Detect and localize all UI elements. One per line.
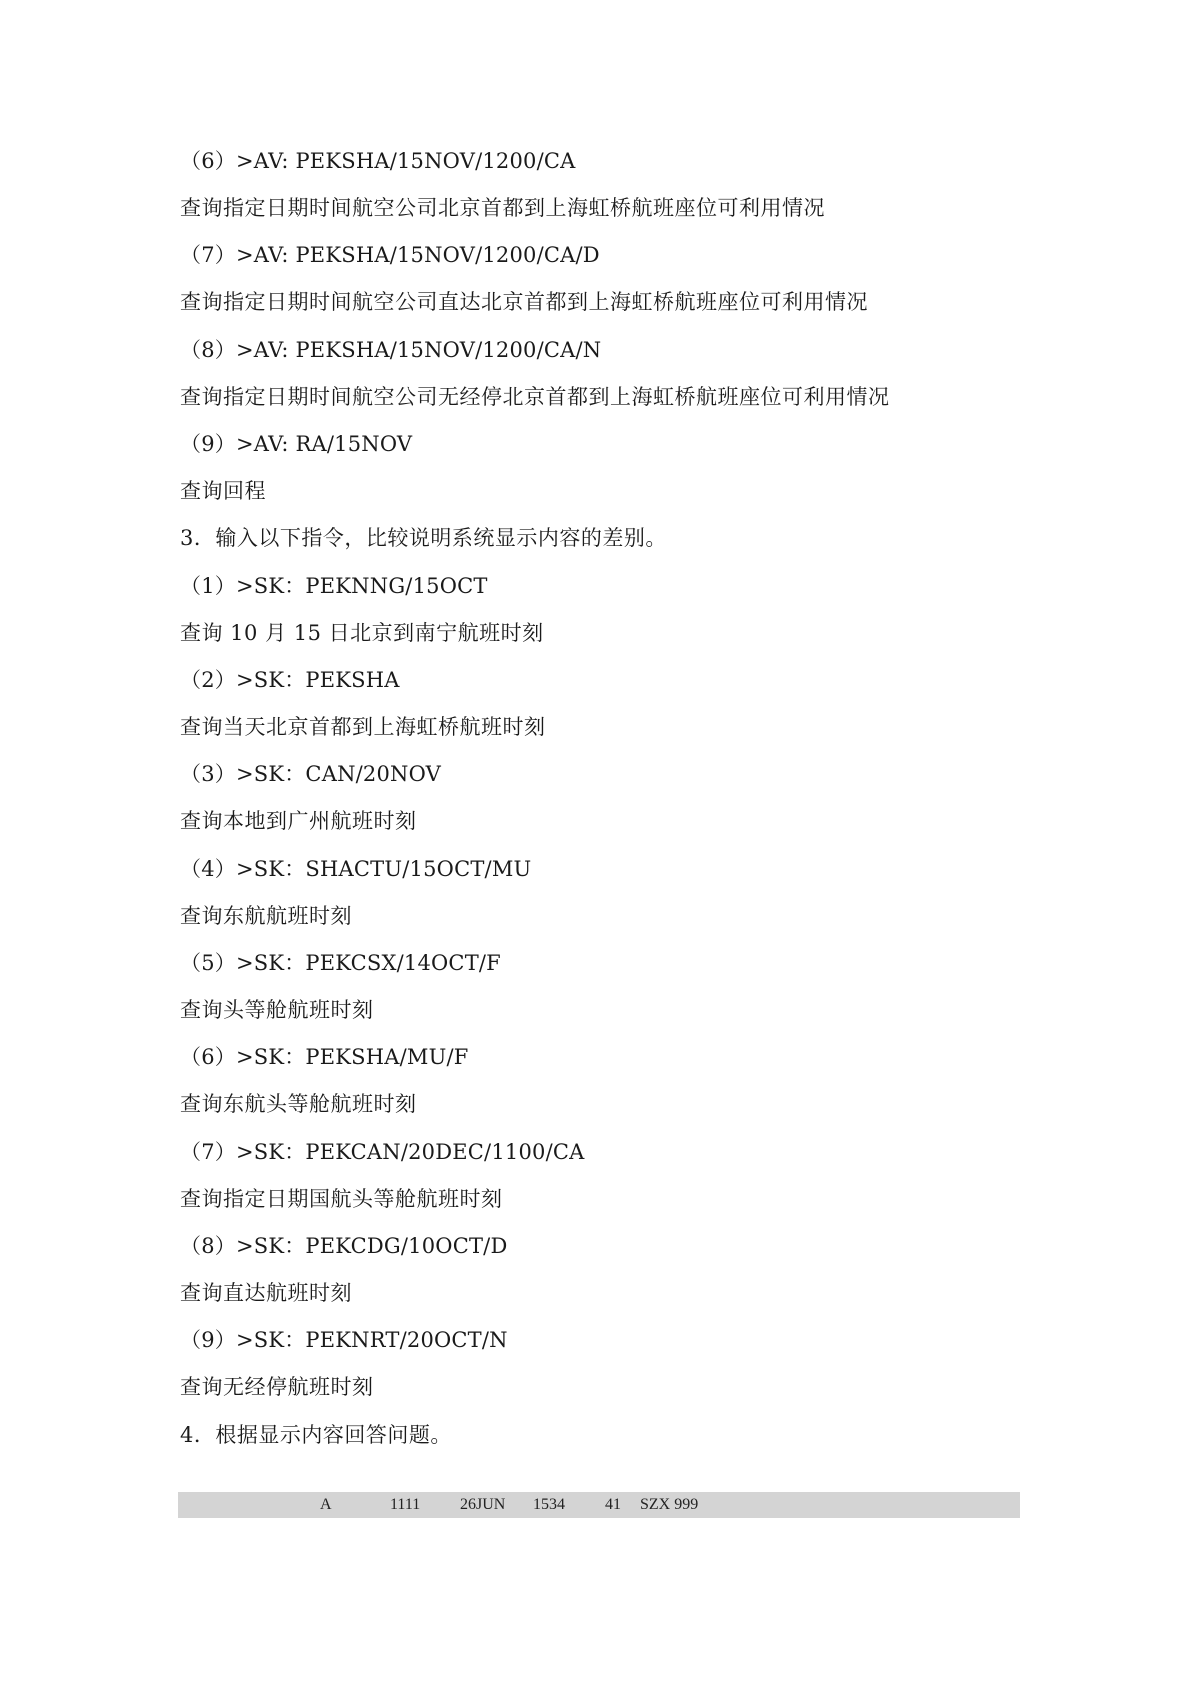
description-sk-9: 查询无经停航班时刻 bbox=[180, 1375, 374, 1399]
display-field-date: 26JUN bbox=[460, 1496, 506, 1513]
description-sk-2: 查询当天北京首都到上海虹桥航班时刻 bbox=[180, 715, 546, 739]
command-sk-3: （3）>SK：CAN/20NOV bbox=[180, 762, 442, 786]
description-sk-6: 查询东航头等舱航班时刻 bbox=[180, 1092, 417, 1116]
command-av-7: （7）>AV: PEKSHA/15NOV/1200/CA/D bbox=[180, 243, 600, 267]
display-field-flight: 1111 bbox=[390, 1496, 421, 1513]
command-sk-2: （2）>SK：PEKSHA bbox=[180, 668, 400, 692]
command-sk-4: （4）>SK：SHACTU/15OCT/MU bbox=[180, 857, 532, 881]
description-av-6: 查询指定日期时间航空公司北京首都到上海虹桥航班座位可利用情况 bbox=[180, 196, 825, 220]
command-sk-7: （7）>SK：PEKCAN/20DEC/1100/CA bbox=[180, 1140, 585, 1164]
section-heading-4: 4．根据显示内容回答问题。 bbox=[180, 1423, 452, 1447]
command-sk-9: （9）>SK：PEKNRT/20OCT/N bbox=[180, 1328, 508, 1352]
description-sk-4: 查询东航航班时刻 bbox=[180, 904, 352, 928]
display-field-number: 41 bbox=[605, 1496, 621, 1513]
description-sk-8: 查询直达航班时刻 bbox=[180, 1281, 352, 1305]
description-av-9: 查询回程 bbox=[180, 479, 266, 503]
description-av-8: 查询指定日期时间航空公司无经停北京首都到上海虹桥航班座位可利用情况 bbox=[180, 385, 890, 409]
display-field-time: 1534 bbox=[533, 1496, 565, 1513]
command-sk-8: （8）>SK：PEKCDG/10OCT/D bbox=[180, 1234, 508, 1258]
display-field-class: A bbox=[320, 1496, 332, 1513]
section-heading-3: 3．输入以下指令，比较说明系统显示内容的差别。 bbox=[180, 526, 667, 550]
description-sk-5: 查询头等舱航班时刻 bbox=[180, 998, 374, 1022]
description-av-7: 查询指定日期时间航空公司直达北京首都到上海虹桥航班座位可利用情况 bbox=[180, 290, 868, 314]
command-av-8: （8）>AV: PEKSHA/15NOV/1200/CA/N bbox=[180, 338, 602, 362]
command-sk-5: （5）>SK：PEKCSX/14OCT/F bbox=[180, 951, 501, 975]
display-field-city: SZX 999 bbox=[640, 1496, 699, 1513]
system-display-bar bbox=[178, 1492, 1020, 1518]
description-sk-1: 查询 10 月 15 日北京到南宁航班时刻 bbox=[180, 621, 544, 645]
command-sk-6: （6）>SK：PEKSHA/MU/F bbox=[180, 1045, 469, 1069]
description-sk-7: 查询指定日期国航头等舱航班时刻 bbox=[180, 1187, 503, 1211]
command-av-9: （9）>AV: RA/15NOV bbox=[180, 432, 413, 456]
description-sk-3: 查询本地到广州航班时刻 bbox=[180, 809, 417, 833]
command-sk-1: （1）>SK：PEKNNG/15OCT bbox=[180, 574, 488, 598]
command-av-6: （6）>AV: PEKSHA/15NOV/1200/CA bbox=[180, 149, 576, 173]
